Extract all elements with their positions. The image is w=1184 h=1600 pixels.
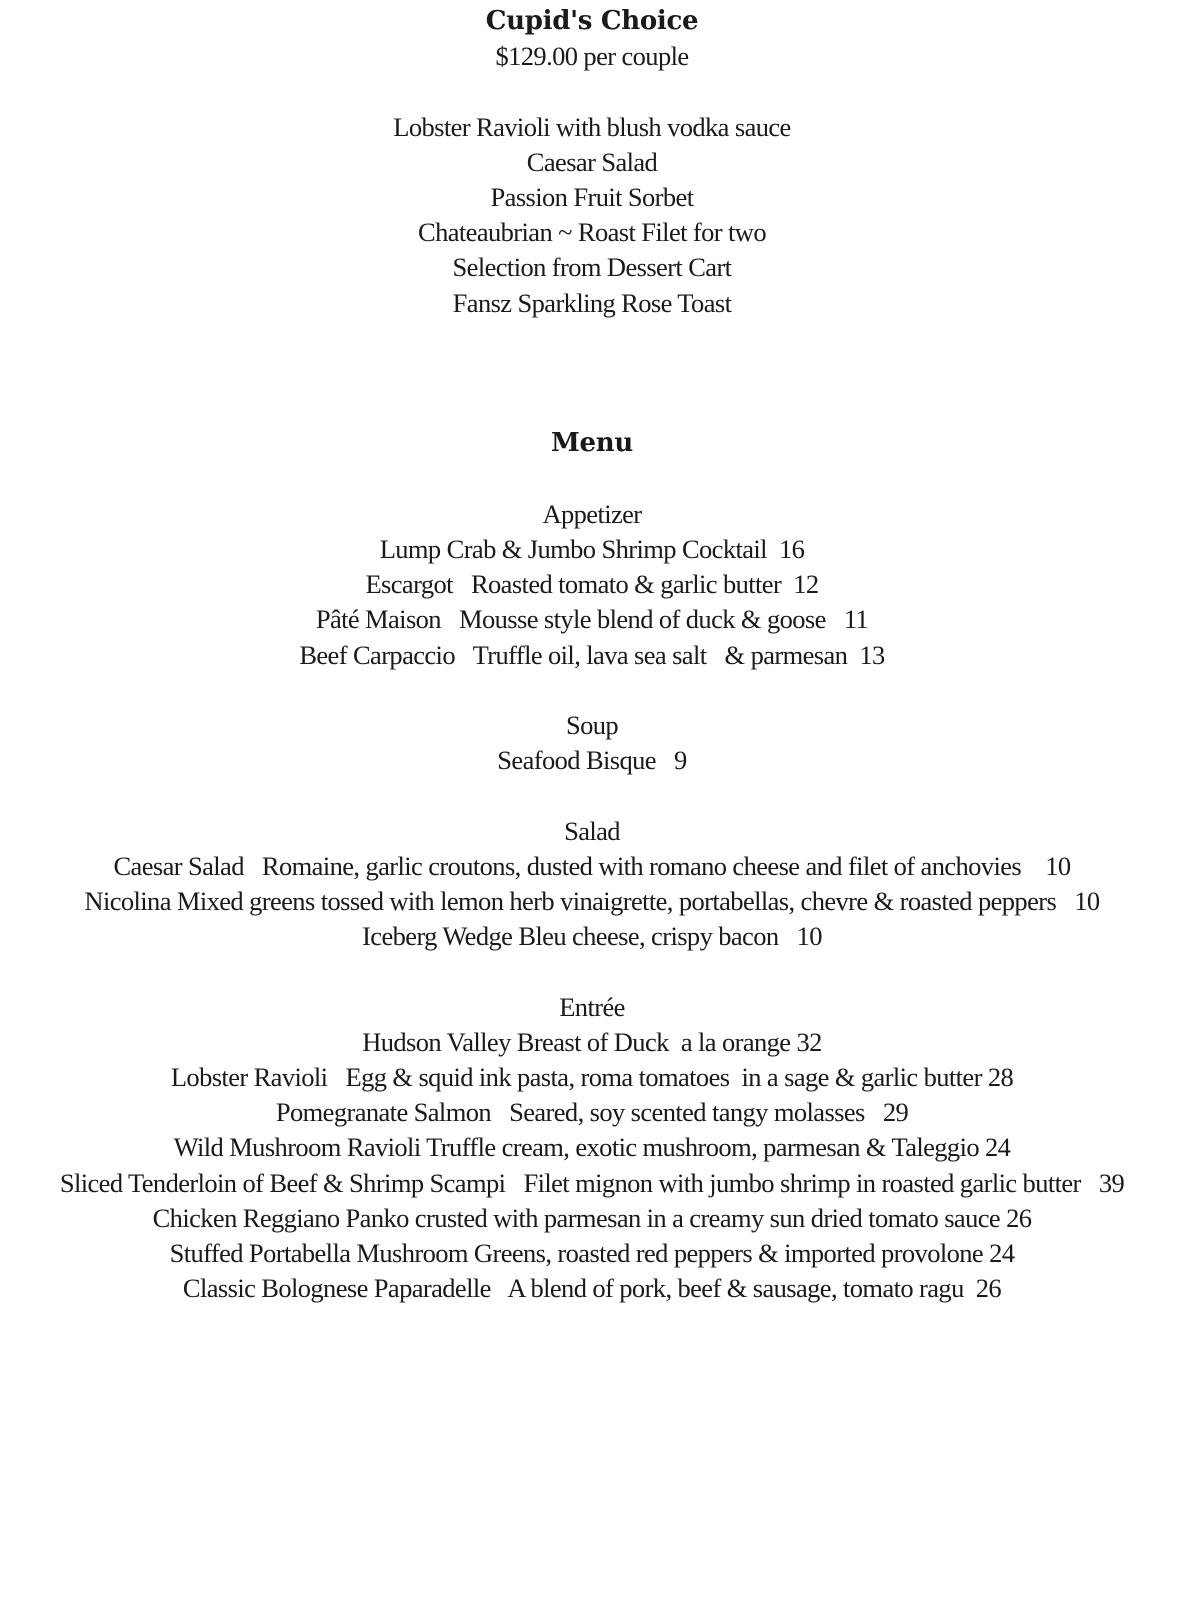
salad-section	[0, 814, 1184, 955]
entree-section	[0, 990, 1184, 1307]
soup-heading: Soup	[565, 710, 619, 740]
menu-item: Lump Crab & Jumbo Shrimp Cocktail 16	[379, 534, 805, 564]
menu-item: Seafood Bisque 9	[497, 745, 687, 776]
cupids-choice-item: Caesar Salad	[526, 146, 658, 177]
menu-item: Escargot Roasted tomato & garlic butter 12	[365, 569, 819, 600]
menu-item: Sliced Tenderloin of Beef & Shrimp Scampi Filet mignon with jumbo shrimp in roasted garlic butter 39	[59, 1167, 1125, 1198]
cupids-choice-item: Passion Fruit Sorbet	[490, 182, 694, 212]
cupids-choice-price: $129.00 per couple	[495, 41, 689, 72]
cupids-choice-item: Chateaubrian ~ Roast Filet for two	[418, 217, 766, 248]
cupids-choice-section	[0, 4, 1184, 321]
soup-section	[0, 708, 1184, 778]
menu-item: Stuffed Portabella Mushroom Greens, roasted red peppers & imported provolone 24	[169, 1238, 1015, 1269]
cupids-choice-item: Lobster Ravioli with blush vodka sauce	[393, 111, 791, 142]
menu-item: Hudson Valley Breast of Duck a la orange 32	[362, 1026, 822, 1057]
menu-item: Caesar Salad Romaine, garlic croutons, dusted with romano cheese and filet of anchovies 10	[113, 850, 1071, 881]
menu-section	[0, 426, 1184, 1306]
menu-item: Pomegranate Salmon Seared, soy scented tangy molasses 29	[275, 1097, 909, 1128]
menu-page	[0, 4, 1184, 1306]
menu-item: Chicken Reggiano Panko crusted with parmesan in a creamy sun dried tomato sauce 26	[152, 1202, 1032, 1233]
cupids-choice-title: Cupid's Choice	[485, 6, 699, 36]
cupids-choice-item: Fansz Sparkling Rose Toast	[452, 287, 732, 318]
menu-item: Iceberg Wedge Bleu cheese, crispy bacon 10	[362, 921, 822, 952]
appetizer-heading: Appetizer	[542, 498, 642, 529]
menu-item: Beef Carpaccio Truffle oil, lava sea salt & parmesan 13	[299, 639, 885, 670]
menu-item: Lobster Ravioli Egg & squid ink pasta, roma tomatoes in a sage & garlic butter 28	[170, 1062, 1014, 1092]
entree-heading: Entrée	[559, 991, 625, 1022]
menu-item: Classic Bolognese Paparadelle A blend of pork, beef & sausage, tomato ragu 26	[182, 1273, 1002, 1304]
appetizer-section	[0, 497, 1184, 673]
menu-title: Menu	[551, 428, 633, 459]
menu-item: Nicolina Mixed greens tossed with lemon herb vinaigrette, portabellas, chevre & roasted peppers 10	[84, 886, 1100, 916]
cupids-choice-item: Selection from Dessert Cart	[452, 252, 732, 283]
menu-item: Wild Mushroom Ravioli Truffle cream, exotic mushroom, parmesan & Taleggio 24	[173, 1132, 1011, 1163]
menu-item: Pâté Maison Mousse style blend of duck & goose 11	[315, 604, 869, 635]
salad-heading: Salad	[564, 815, 620, 846]
